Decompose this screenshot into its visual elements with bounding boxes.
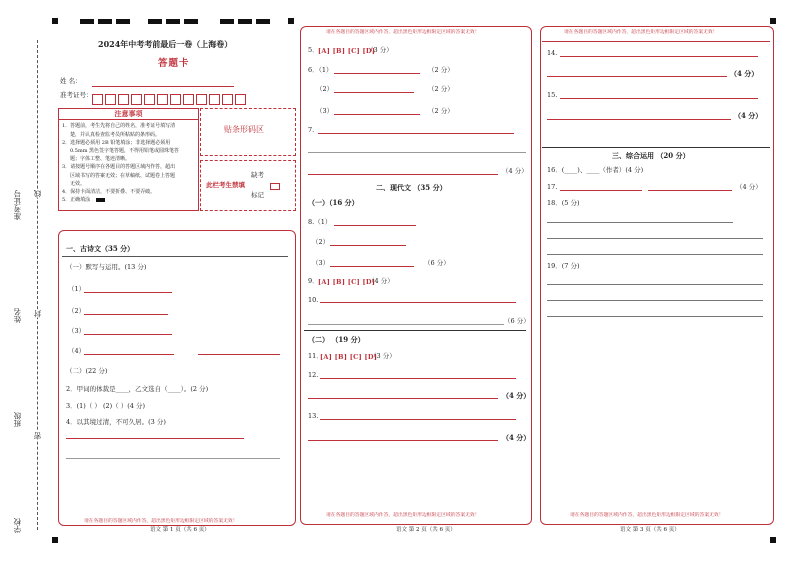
notice-item: 1．答题前，考生先将自己的姓名，准考证号填写清 [62, 123, 176, 130]
score: （6 分） [424, 259, 450, 267]
registration-mark [184, 19, 198, 24]
score: （2 分） [428, 107, 454, 115]
page-footer: 语文 第 3 页（共 6 页） [620, 527, 680, 533]
answer-line[interactable] [547, 316, 763, 317]
registration-mark [52, 18, 58, 24]
score: （6 分） [504, 317, 530, 325]
question-label: 8.（1） [308, 218, 332, 226]
answer-line[interactable] [334, 92, 414, 93]
answer-line[interactable] [308, 174, 498, 175]
registration-mark [52, 537, 58, 543]
name-field[interactable] [92, 86, 234, 87]
binding-strip [8, 40, 48, 540]
class-label: 班级 [13, 412, 22, 427]
question-label: 5． [308, 46, 319, 54]
fill-sample [96, 198, 105, 202]
notice-item: 4．保持卡面清洁，不要折叠、不要弄破。 [62, 189, 156, 196]
score: （2 分） [428, 85, 454, 93]
registration-mark [770, 537, 776, 543]
secret-line-label: 密 [33, 432, 42, 440]
id-number-label: 准考证号 [13, 190, 22, 220]
section-title: 二、现代文 （35 分） [376, 183, 447, 192]
score: （4 分） [502, 391, 531, 400]
option-bubbles[interactable]: [A] [B] [C] [D] [318, 47, 376, 55]
answer-line[interactable] [308, 440, 498, 441]
notice-title: 注意事项 [59, 109, 198, 120]
registration-mark [80, 19, 94, 24]
notice-item [62, 196, 195, 204]
absent-mark-label-2: 标记 [251, 191, 264, 199]
answer-line[interactable] [320, 302, 516, 303]
option-bubbles[interactable]: [A] [B] [C] [D] [320, 353, 378, 361]
question-label: 19．(7 分) [547, 262, 580, 270]
answer-line[interactable] [547, 238, 763, 239]
question-label: 12. [308, 371, 319, 379]
question-label: 18．(5 分) [547, 199, 580, 207]
answer-line[interactable] [66, 458, 280, 459]
warning-text: 请在各题目的答题区域内作答，超出黑色矩形边框限定区域的答案无效！ [84, 519, 238, 524]
question-2: 2．甲词的体裁是____，乙文选自（____）。(2 分) [66, 385, 209, 393]
answer-line[interactable] [547, 254, 763, 255]
question-label: 13. [308, 412, 319, 420]
divider [542, 41, 770, 42]
question-label: （2） [316, 85, 334, 93]
registration-mark [98, 19, 112, 24]
question-3: 3．(1)（ ） (2)（ ）(4 分) [66, 402, 146, 410]
question-label: 17. [547, 183, 558, 191]
warning-text: 请在各题目的答题区域内作答，超出黑色矩形边框限定区域的答案无效！ [564, 30, 718, 35]
registration-mark [166, 19, 180, 24]
name-label: 姓名 [13, 308, 22, 323]
section-title: 三、综合运用 （20 分） [612, 151, 690, 160]
answer-line[interactable] [560, 98, 758, 99]
score: （4 分） [734, 111, 763, 120]
score: （4 分） [736, 183, 762, 191]
notice-item: 0.5mm 黑色签字笔答题，不得用铅笔或圆珠笔答 [70, 148, 180, 154]
question-label: （2） [68, 307, 86, 315]
answer-line[interactable] [547, 119, 731, 120]
barcode-area-label: 贴条形码区 [224, 125, 264, 134]
subsection-title: （一）默写与运用。(13 分) [66, 263, 147, 271]
answer-line[interactable] [547, 284, 763, 285]
subsection-title: （一）（16 分） [308, 198, 359, 207]
answer-line[interactable] [308, 398, 498, 399]
question-label: 15. [547, 91, 558, 99]
notice-item: 题；字体工整、笔迹清晰。 [70, 156, 131, 163]
question-label: 7. [308, 126, 315, 134]
answer-line[interactable] [334, 73, 420, 74]
divider [304, 330, 526, 331]
notice-item: 楚，并认真检查监考员所粘贴的条形码。 [70, 131, 161, 138]
question-label: （2） [312, 238, 330, 246]
subsection-title: （二） （19 分） [308, 335, 365, 344]
notice-item-text: 5．正确填涂 [62, 197, 91, 204]
notice-item: 3．请按题号顺序在各题目的答题区域内作答，超出 [62, 164, 176, 171]
id-field-label: 准考证号： [60, 91, 93, 99]
seal-line-label: 封 [33, 310, 42, 318]
absent-mark-label: 缺考 [251, 171, 264, 179]
question-label: （3） [68, 327, 86, 335]
school-label: 学校 [13, 518, 22, 533]
answer-line[interactable] [547, 76, 727, 77]
answer-line[interactable] [308, 324, 504, 325]
answer-line[interactable] [560, 190, 642, 191]
notice-item: 2．选择题必须用 2B 铅笔填涂；非选择题必须用 [62, 139, 171, 146]
divider [542, 147, 770, 148]
page-title: 2024年中考考前最后一卷（上海卷） [98, 39, 233, 49]
notice-item: 无效。 [70, 180, 86, 187]
page-footer: 语文 第 1 页（共 6 页） [150, 527, 210, 533]
score: （3 分） [370, 352, 396, 360]
question-label: 6．（1） [308, 66, 333, 74]
question-label: 10. [308, 296, 319, 304]
notice-box [58, 108, 199, 211]
absent-box-label: 此栏考生禁填 [206, 181, 245, 189]
answer-line[interactable] [547, 222, 733, 223]
notice-item: 区域书写的答案无效；在草稿纸、试题卷上答题 [70, 172, 176, 179]
answer-line[interactable] [330, 266, 414, 267]
answer-line[interactable] [198, 354, 280, 355]
option-bubbles[interactable]: [A] [B] [C] [D] [318, 278, 376, 286]
answer-line[interactable] [648, 190, 732, 191]
answer-line[interactable] [84, 314, 168, 315]
answer-line[interactable] [560, 56, 758, 57]
answer-line[interactable] [547, 300, 763, 301]
question-4: 4．以其境过清，不可久居。(3 分) [66, 418, 166, 426]
answer-line[interactable] [84, 334, 172, 335]
registration-mark [148, 19, 162, 24]
question-label: 9． [308, 277, 319, 285]
section-title: 一、古诗文（35 分） [66, 244, 135, 253]
subsection-title: （二）(22 分) [66, 367, 108, 375]
question-label: （4） [68, 347, 86, 355]
score: （4 分） [502, 433, 531, 442]
registration-mark [770, 18, 776, 24]
score: （2 分） [428, 66, 454, 74]
warning-text: 请在各题目的答题区域内作答，超出黑色矩形边框限定区域的答案无效！ [326, 513, 480, 518]
answer-card-label: 答题卡 [158, 58, 190, 69]
question-16: 16．(____)、____（作者）(4 分) [547, 166, 644, 174]
question-label: 14. [547, 49, 558, 57]
answer-line[interactable] [330, 245, 406, 246]
absent-checkbox[interactable] [270, 183, 280, 190]
score: （3 分） [367, 46, 393, 54]
question-label: （3） [312, 259, 330, 267]
answer-line[interactable] [334, 225, 416, 226]
answer-line[interactable] [320, 419, 516, 420]
registration-mark [288, 18, 294, 24]
answer-line[interactable] [320, 378, 516, 379]
registration-mark [220, 19, 234, 24]
answer-line[interactable] [84, 292, 172, 293]
id-number-boxes[interactable] [92, 90, 248, 109]
answer-box-page2 [300, 26, 532, 525]
answer-line[interactable] [66, 438, 244, 439]
question-label: 11． [308, 352, 323, 360]
registration-mark [256, 19, 270, 24]
question-label: （1） [68, 285, 86, 293]
answer-line[interactable] [84, 354, 174, 355]
warning-text: 请在各题目的答题区域内作答，超出黑色矩形边框限定区域的答案无效！ [326, 30, 480, 35]
score: （4 分） [368, 277, 394, 285]
registration-mark [116, 19, 130, 24]
score: （4 分） [502, 167, 528, 175]
name-field-label: 姓 名： [60, 77, 82, 85]
answer-line[interactable] [318, 133, 514, 134]
cut-line-label: 线 [33, 190, 42, 198]
divider [62, 256, 288, 257]
score: （4 分） [730, 69, 759, 78]
page-footer: 语文 第 2 页（共 6 页） [396, 527, 456, 533]
answer-box-page3 [540, 26, 774, 525]
warning-text: 请在各题目的答题区域内作答，超出黑色矩形边框限定区域的答案无效！ [570, 513, 724, 518]
answer-line[interactable] [334, 114, 420, 115]
answer-box-page1 [58, 230, 296, 526]
answer-line[interactable] [308, 152, 526, 153]
question-label: （3） [316, 107, 334, 115]
registration-mark [238, 19, 252, 24]
